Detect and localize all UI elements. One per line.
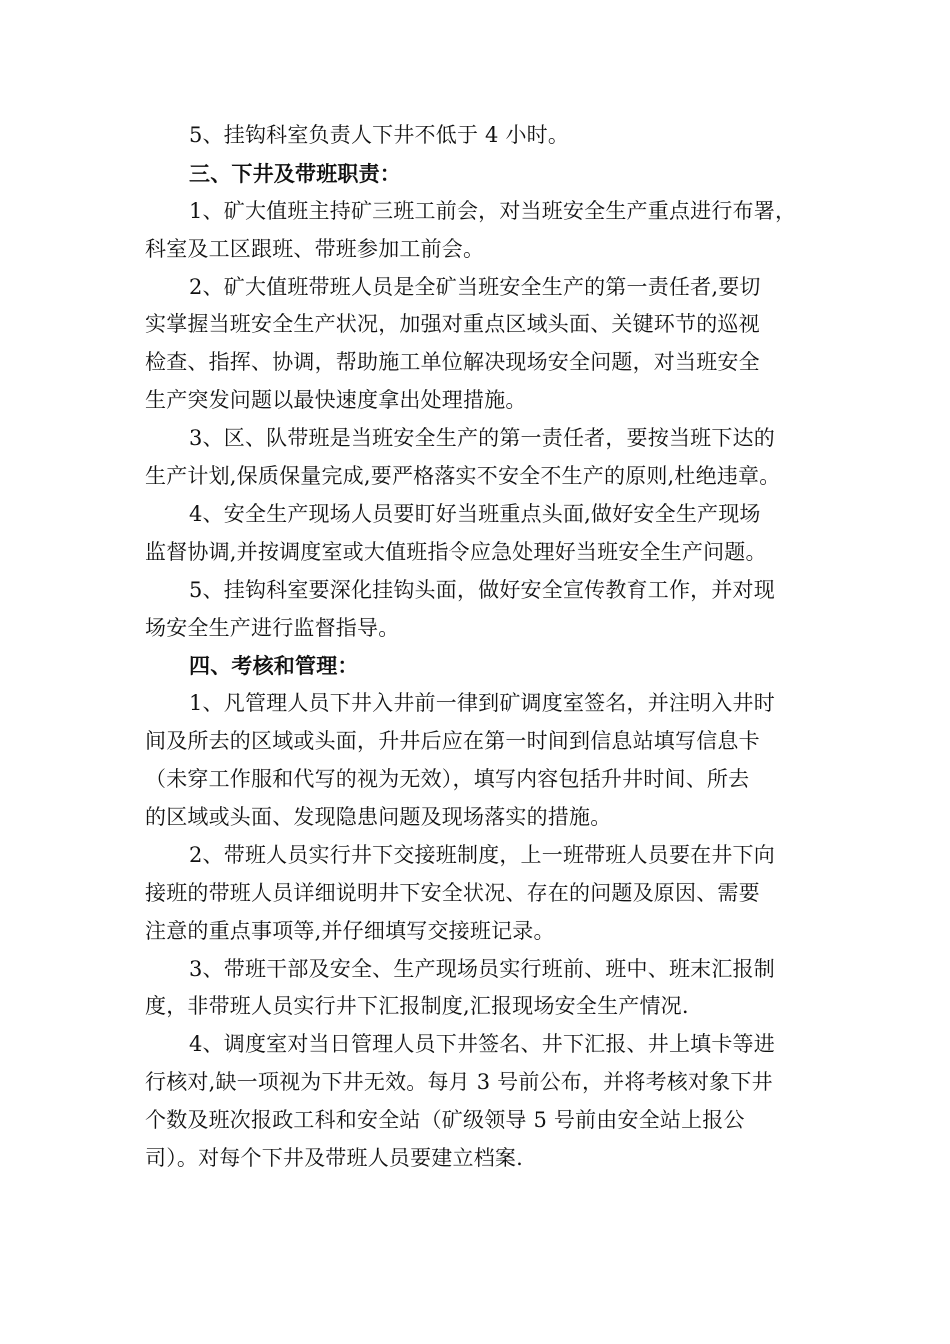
document-body [145,117,815,1178]
text-line: 1、凡管理人员下井入井前一律到矿调度室签名，并注明入井时 [189,691,775,716]
text-line: 4、安全生产现场人员要盯好当班重点头面,做好安全生产现场 [189,501,761,526]
text-line: 3、带班干部及安全、生产现场员实行班前、班中、班末汇报制 [189,956,775,981]
text-line: 2、带班人员实行井下交接班制度，上一班带班人员要在井下向 [189,842,775,867]
text-line: 司）。对每个下井及带班人员要建立档案. [145,1146,523,1171]
text-line: 检查、指挥、协调，帮助施工单位解决现场安全问题，对当班安全 [145,350,760,375]
text-line: 1、矿大值班主持矿三班工前会，对当班安全生产重点进行布署， [189,198,797,223]
text-line: 接班的带班人员详细说明井下安全状况、存在的问题及原因、需要 [145,880,760,905]
text-line: 5、挂钩科室要深化挂钩头面，做好安全宣传教育工作，并对现 [189,577,775,602]
text-line: （未穿工作服和代写的视为无效），填写内容包括升井时间、所去 [145,767,750,792]
text-line: 监督协调,并按调度室或大值班指令应急处理好当班安全生产问题。 [145,539,767,564]
text-line: 科室及工区跟班、带班参加工前会。 [145,236,485,261]
text-line: 个数及班次报政工科和安全站（矿级领导 5 号前由安全站上报公 [145,1108,745,1133]
text-line: 4、调度室对当日管理人员下井签名、井下汇报、井上填卡等进 [189,1032,775,1057]
text-line: 5、挂钩科室负责人下井不低于 4 小时。 [189,123,570,147]
text-line: 行核对,缺一项视为下井无效。每月 3 号前公布，并将考核对象下井 [145,1070,773,1095]
text-line: 2、矿大值班带班人员是全矿当班安全生产的第一责任者,要切 [189,274,761,299]
text-line: 生产计划,保质保量完成,要严格落实不安全不生产的原则,杜绝违章。 [145,464,781,489]
section-heading: 三、下井及带班职责： [189,160,401,186]
text-line: 注意的重点事项等,并仔细填写交接班记录。 [145,918,555,943]
section-heading: 四、考核和管理： [189,653,359,679]
text-line: 间及所去的区域或头面，升井后应在第一时间到信息站填写信息卡 [145,729,760,754]
text-line: 的区域或头面、发现隐患问题及现场落实的措施。 [145,805,612,830]
text-line: 度，非带班人员实行井下汇报制度,汇报现场安全生产情况. [145,994,689,1019]
text-line: 实掌握当班安全生产状况，加强对重点区域头面、关键环节的巡视 [145,312,760,337]
text-line: 场安全生产进行监督指导。 [145,615,400,640]
text-line: 3、区、队带班是当班安全生产的第一责任者，要按当班下达的 [189,426,775,451]
text-line: 生产突发问题以最快速度拿出处理措施。 [145,388,527,413]
